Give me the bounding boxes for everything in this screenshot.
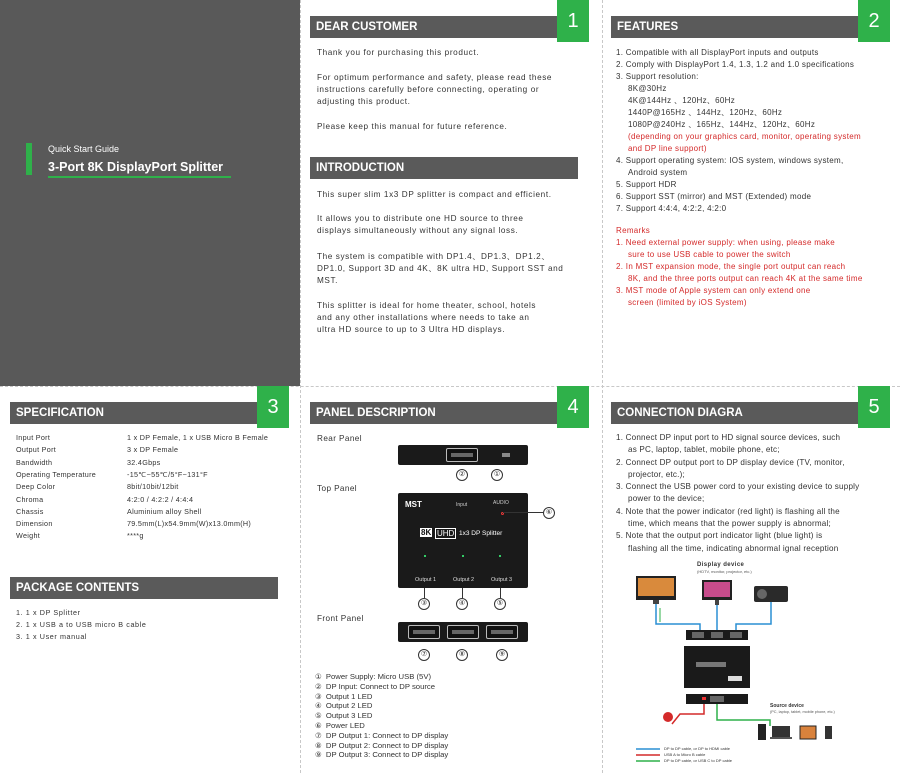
legend-text: Power LED (325, 721, 365, 730)
resolution-3: 1440P@165Hz 、144Hz、120Hz、60Hz (628, 108, 783, 117)
output1-label: Output 1 (415, 577, 437, 583)
legend-number: ⑥ (315, 721, 322, 730)
callout-9: ⑨ (496, 649, 508, 661)
intro-text-3c: MST. (317, 276, 339, 285)
legend-item (315, 721, 365, 731)
remark-3a: 3. MST mode of Apple system can only extend one (616, 286, 811, 295)
remarks-title: Remarks (616, 226, 651, 235)
connection-steps (616, 432, 898, 555)
audio-label: AUDIO (493, 500, 509, 506)
intro-text-2a: It allows you to distribute one HD source to three (317, 214, 524, 223)
splitter-rear-icon (686, 694, 748, 704)
legend-number: ④ (315, 701, 322, 711)
front-panel-label: Front Panel (317, 614, 364, 623)
step-2b: projector, etc.); (628, 469, 685, 479)
dp-input-port (446, 448, 478, 462)
output3-label: Output 3 (491, 577, 513, 583)
package-item-2: 2. 1 x USB a to USB micro B cable (16, 620, 147, 629)
spec-key: Weight (16, 531, 41, 541)
intro-text-4b: and any other installations where needs to take an (317, 313, 530, 322)
legend-cable-3: DP to DP cable, or USB C to DP cable (664, 758, 733, 763)
legend-text: Output 3 LED (325, 711, 373, 721)
resolution-1: 8K@30Hz (628, 84, 667, 93)
package-contents-header: PACKAGE CONTENTS (10, 577, 278, 599)
remark-2b: 8K, and the three ports output can reach 4K at the same time (628, 274, 863, 283)
step-3a: 3. Connect the USB power cord to your existing device to supply (616, 482, 860, 492)
legend-item (315, 731, 448, 741)
source-device-subtitle: (PC, laptop, tablet, mobile phone, etc.) (770, 710, 835, 714)
feature-5: 5. Support HDR (616, 180, 677, 189)
spec-value: 4:2:0 / 4:2:2 / 4:4:4 (127, 494, 194, 504)
rear-panel-label: Rear Panel (317, 434, 362, 443)
step-4b: time, which means that the power supply is abnormal; (628, 519, 831, 529)
feature-4b: Android system (628, 168, 688, 177)
tv-icon (636, 576, 676, 604)
spec-value: 32.4Gbps (127, 457, 161, 467)
cover-panel (0, 0, 300, 386)
remark-2a: 2. In MST expansion mode, the single port output can reach (616, 262, 846, 271)
step-1b: as PC, laptop, tablet, mobile phone, etc; (628, 445, 780, 455)
legend-cable-2: USB A to Micro B cable (664, 752, 706, 757)
legend-text: DP Output 1: Connect to DP display (325, 730, 449, 740)
display-device-title: Display device (697, 562, 745, 568)
feature-7: 7. Support 4:4:4, 4:2:2, 4:2:0 (616, 204, 727, 213)
spec-key: Output Port (16, 445, 57, 455)
step-2a: 2. Connect DP output port to DP display device (TV, monitor, (616, 457, 845, 467)
legend-item (315, 672, 431, 682)
cover-title: 3-Port 8K DisplayPort Splitter (48, 160, 224, 174)
output1-led (424, 555, 426, 557)
callout-6-line (503, 512, 543, 513)
intro-text-1: This super slim 1x3 DP splitter is compact and efficient. (317, 190, 552, 199)
legend-text: Power Supply: Micro USB (5V) (325, 672, 432, 681)
intro-text-3a: The system is compatible with DP1.4、DP1.3、DP1.2、 (317, 252, 551, 261)
legend-number: ① (315, 672, 322, 681)
legend-cable-1: DP to DP cable, or DP to HDMI cable (664, 746, 731, 751)
page-number-5: 5 (858, 386, 890, 428)
callout-5: ⑤ (494, 598, 506, 610)
intro-text-2b: displays simultaneously without any signal loss. (317, 226, 519, 235)
introduction-header: INTRODUCTION (310, 157, 578, 179)
legend-number: ⑦ (315, 730, 322, 740)
top-panel-label: Top Panel (317, 484, 358, 493)
spec-key: Chroma (16, 494, 44, 504)
connection-diagram (620, 574, 860, 770)
resolution-2: 4K@144Hz 、120Hz、60Hz (628, 96, 736, 105)
mst-label: MST (405, 500, 422, 509)
legend-text: Output 2 LED (325, 701, 373, 711)
read-text-3: adjusting this product. (317, 97, 411, 106)
panel-description-header: PANEL DESCRIPTION (310, 402, 578, 424)
spec-value: 3 x DP Female (127, 445, 179, 455)
step-4a: 4. Note that the power indicator (red light) is flashing all the (616, 506, 840, 516)
legend-text: Output 1 LED (325, 691, 373, 701)
legend-item (315, 741, 448, 751)
micro-usb-port (502, 453, 510, 457)
page-number-3: 3 (257, 386, 289, 428)
legend-item (315, 750, 448, 760)
laptop-icon (770, 726, 792, 739)
device-name: 1x3 DP Splitter (459, 530, 503, 537)
spec-key: Chassis (16, 506, 44, 516)
connection-diagram-header: CONNECTION DIAGRA (611, 402, 879, 424)
dp-output-port-1 (408, 625, 440, 639)
uhd-badge: UHD (437, 529, 455, 538)
pc-icon (758, 724, 766, 740)
specification-header: SPECIFICATION (10, 402, 278, 424)
step-1a: 1. Connect DP input port to HD signal source devices, such (616, 433, 841, 442)
legend-item (315, 701, 373, 711)
resolution-note-1: (depending on your graphics card, monitor, operating system (628, 132, 861, 141)
package-item-3: 3. 1 x User manual (16, 632, 88, 641)
remark-1a: 1. Need external power supply: when using, please make (616, 238, 835, 247)
feature-1: 1. Compatible with all DisplayPort inputs and outputs (616, 48, 819, 57)
package-item-1: 1. 1 x DP Splitter (16, 608, 81, 617)
page-number-1: 1 (557, 0, 589, 42)
legend-item (315, 692, 373, 702)
splitter-front-icon (686, 630, 748, 640)
spec-value: ****g (127, 531, 144, 541)
feature-4a: 4. Support operating system: IOS system, windows system, (616, 156, 844, 165)
front-panel-device (398, 622, 528, 642)
legend-number: ③ (315, 691, 322, 701)
legend-number: ⑨ (315, 750, 322, 760)
spec-key: Dimension (16, 519, 53, 529)
page-number-4: 4 (557, 386, 589, 428)
callout-1: ① (491, 469, 503, 481)
output2-led (462, 555, 464, 557)
legend-text: DP Output 3: Connect to DP display (325, 750, 449, 760)
callout-8: ⑧ (456, 649, 468, 661)
splitter-top-icon (684, 646, 750, 688)
feature-6: 6. Support SST (mirror) and MST (Extended) mode (616, 192, 812, 201)
legend-text: DP Input: Connect to DP source (325, 681, 436, 691)
spec-value: Aluminium alloy Shell (127, 506, 202, 516)
fold-line-horizontal (0, 386, 900, 387)
output3-led (499, 555, 501, 557)
spec-value: -15℃~55℃/5°F~131°F (127, 469, 208, 479)
dp-output-port-3 (486, 625, 518, 639)
phone-icon (825, 726, 832, 739)
cover-accent-bar (26, 143, 32, 175)
rear-panel-device (398, 445, 528, 465)
callout-2: ② (456, 469, 468, 481)
step-5b: flashing all the time, indicating abnormal ignal reception (628, 543, 839, 553)
tablet-icon (800, 726, 816, 739)
legend-number: ② (315, 681, 322, 691)
step-3b: power to the device; (628, 494, 705, 504)
top-panel-device (398, 493, 528, 588)
read-text-2: instructions carefully before connecting, operating or (317, 85, 540, 94)
cover-underline (48, 176, 231, 178)
spec-key: Deep Color (16, 482, 56, 492)
step-5a: 5. Note that the output port indicator light (blue light) is (616, 531, 823, 541)
dear-customer-header: DEAR CUSTOMER (310, 16, 578, 38)
remark-3b: screen (limited by iOS System) (628, 298, 747, 307)
output2-label: Output 2 (453, 577, 475, 583)
feature-2: 2. Comply with DisplayPort 1.4, 1.3, 1.2 and 1.0 specifications (616, 60, 855, 69)
intro-text-4c: ultra HD source to up to 3 Ultra HD displays. (317, 325, 506, 334)
spec-value: 1 x DP Female, 1 x USB Micro B Female (127, 433, 269, 442)
callout-7: ⑦ (418, 649, 430, 661)
spec-value: 8bit/10bit/12bit (127, 482, 179, 492)
legend-item (315, 711, 373, 721)
input-label: Input (456, 502, 468, 508)
features-list (616, 47, 900, 309)
callout-4: ④ (456, 598, 468, 610)
projector-icon (754, 586, 788, 602)
spec-key: Input Port (16, 433, 51, 442)
usb-power-icon (663, 712, 673, 722)
resolution-note-2: and DP line support) (628, 144, 707, 153)
8k-badge: 8K (421, 528, 432, 537)
monitor-icon (702, 580, 732, 605)
dp-output-port-2 (447, 625, 479, 639)
feature-3: 3. Support resolution: (616, 72, 699, 81)
spec-key: Operating Temperature (16, 469, 97, 479)
spec-key: Bandwidth (16, 457, 53, 467)
intro-text-4a: This splitter is ideal for home theater, school, hotels (317, 301, 537, 310)
legend-number: ⑤ (315, 711, 322, 721)
keep-text: Please keep this manual for future reference. (317, 122, 508, 131)
features-header: FEATURES (611, 16, 879, 38)
intro-text-3b: DP1.0, Support 3D and 4K、8K ultra HD, Support SST and (317, 264, 564, 273)
legend-text: DP Output 2: Connect to DP display (325, 740, 449, 750)
legend-number: ⑧ (315, 740, 322, 750)
callout-3: ③ (418, 598, 430, 610)
callout-6: ⑥ (543, 507, 555, 519)
page-number-2: 2 (858, 0, 890, 42)
read-text-1: For optimum performance and safety, please read these (317, 73, 553, 82)
thanks-text: Thank you for purchasing this product. (317, 48, 480, 57)
display-device-subtitle: (HDTV, monitor, projector, etc.) (697, 569, 752, 574)
legend-item (315, 682, 435, 692)
spec-value: 79.5mm(L)x54.9mm(W)x13.0mm(H) (127, 519, 252, 529)
resolution-4: 1080P@240Hz 、165Hz、144Hz、120Hz、60Hz (628, 120, 816, 129)
cover-subtitle: Quick Start Guide (48, 144, 120, 154)
remark-1b: sure to use USB cable to power the switch (628, 250, 791, 259)
source-device-title: Source device (770, 703, 804, 709)
